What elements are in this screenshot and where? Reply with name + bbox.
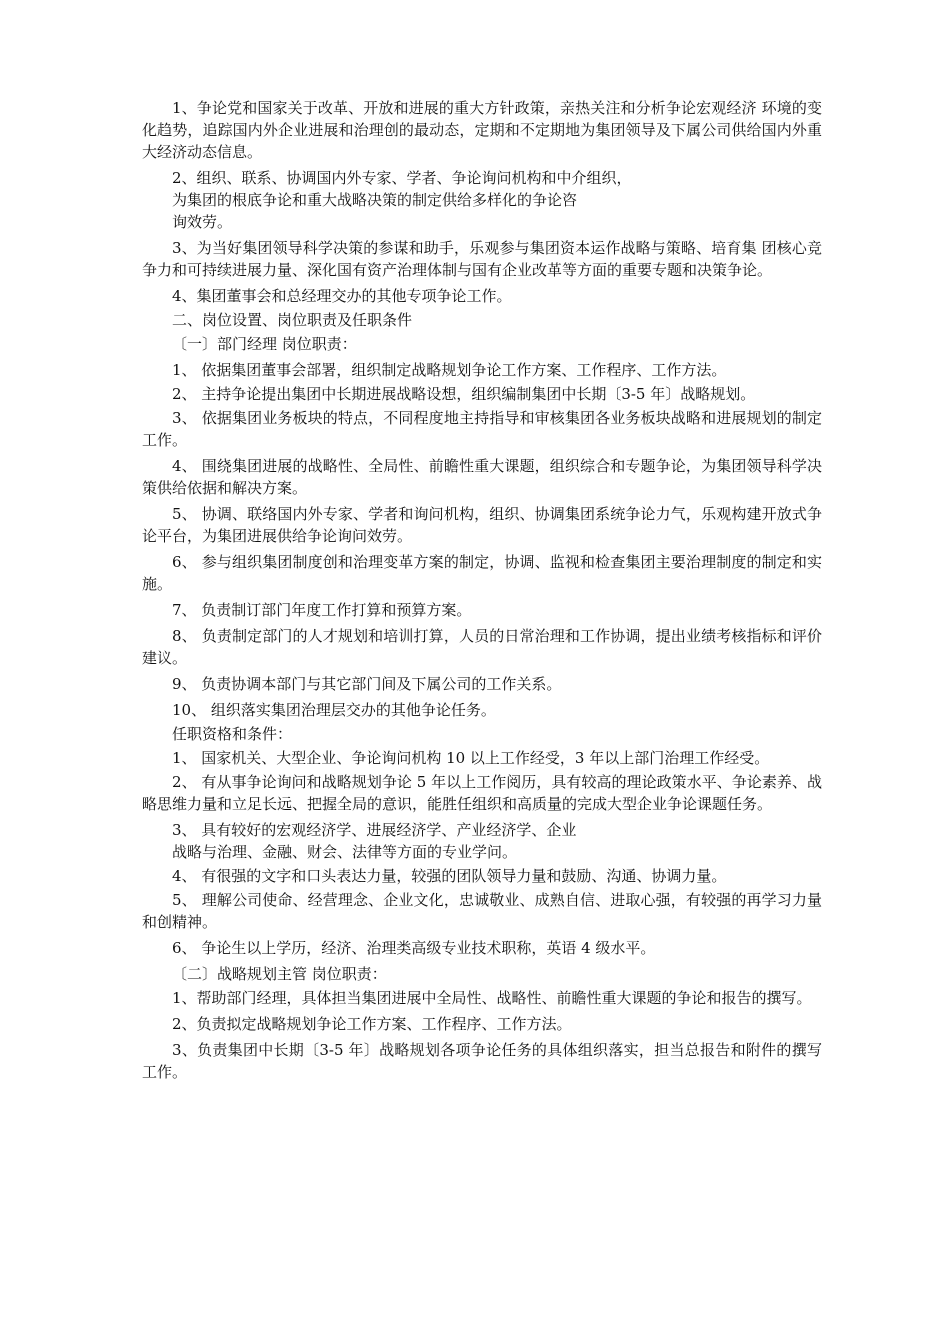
- paragraph-other-tasks: 4、集团董事会和总经理交办的其他专项争论工作。: [172, 287, 512, 305]
- paragraph-advisor-role: 3、为当好集团领导科学决策的参谋和助手，乐观参与集团资本运作战略与策略、培育集 团核心竞争力和可持续进展力量、深化国有资产治理体制与国有企业改革等方面的重要专题和决策争论。: [142, 239, 822, 279]
- qualification-4: 4、 有很强的文字和口头表达力量，较强的团队领导力量和鼓励、沟通、协调力量。: [172, 867, 727, 885]
- document-page: [142, 97, 822, 1085]
- manager-duty-9: 9、 负责协调本部门与其它部门间及下属公司的工作关系。: [172, 675, 562, 693]
- manager-duty-1: 1、 依据集团董事会部署，组织制定战略规划争论工作方案、工作程序、工作方法。: [172, 361, 727, 379]
- manager-duty-7: 7、 负责制订部门年度工作打算和预算方案。: [172, 601, 472, 619]
- qualification-5: 5、 理解公司使命、经营理念、企业文化，忠诚敬业、成熟自信、进取心强，有较强的再学习力量和创精神。: [142, 891, 822, 931]
- supervisor-duty-3: 3、负责集团中长期〔3-5 年〕战略规划各项争论任务的具体组织落实，担当总报告和附件的撰写工作。: [142, 1041, 822, 1081]
- manager-duty-4: 4、 围绕集团进展的战略性、全局性、前瞻性重大课题，组织综合和专题争论，为集团领导科学决策供给依据和解决方案。: [142, 457, 822, 497]
- paragraph-research-policy: 1、争论党和国家关于改革、开放和进展的重大方针政策，亲热关注和分析争论宏观经济 环境的变化趋势，追踪国内外企业进展和治理创的最动态，定期和不定期地为集团领导及下属公司供给国内外重大经济动态信息。: [142, 99, 822, 161]
- qualifications-heading: 任职资格和条件：: [172, 725, 293, 743]
- manager-duty-8: 8、 负责制定部门的人才规划和培训打算，人员的日常治理和工作协调，提出业绩考核指标和评价建议。: [142, 627, 822, 667]
- paragraph-coordinate-experts-cont1: 为集团的根底争论和重大战略决策的制定供给多样化的争论咨: [172, 191, 578, 209]
- paragraph-coordinate-experts-cont2: 询效劳。: [172, 213, 233, 231]
- subsection-heading-strategy-supervisor: 〔二〕战略规划主管 岗位职责：: [172, 965, 387, 983]
- manager-duty-3: 3、 依据集团业务板块的特点，不同程度地主持指导和审核集团各业务板块战略和进展规划的制定工作。: [142, 409, 822, 449]
- manager-duty-10: 10、 组织落实集团治理层交办的其他争论任务。: [172, 701, 496, 719]
- qualification-3-cont: 战略与治理、金融、财会、法律等方面的专业学问。: [172, 843, 518, 861]
- section-heading-positions: 二、岗位设置、岗位职责及任职条件: [172, 311, 413, 329]
- supervisor-duty-1: 1、帮助部门经理，具体担当集团进展中全局性、战略性、前瞻性重大课题的争论和报告的撰写。: [172, 989, 812, 1007]
- subsection-heading-manager: 〔一〕部门经理 岗位职责：: [172, 335, 357, 353]
- qualification-3: 3、 具有较好的宏观经济学、进展经济学、产业经济学、企业: [172, 821, 577, 839]
- manager-duty-5: 5、 协调、联络国内外专家、学者和询问机构，组织、协调集团系统争论力气，乐观构建开放式争论平台，为集团进展供给争论询问效劳。: [142, 505, 822, 545]
- qualification-6: 6、 争论生以上学历，经济、治理类高级专业技术职称，英语 4 级水平。: [172, 939, 656, 957]
- paragraph-coordinate-experts: 2、组织、联系、协调国内外专家、学者、争论询问机构和中介组织，: [172, 169, 632, 187]
- qualification-1: 1、 国家机关、大型企业、争论询问机构 10 以上工作经受，3 年以上部门治理工作经受。: [172, 749, 770, 767]
- supervisor-duty-2: 2、负责拟定战略规划争论工作方案、工作程序、工作方法。: [172, 1015, 572, 1033]
- manager-duty-6: 6、 参与组织集团制度创和治理变革方案的制定，协调、监视和检查集团主要治理制度的制定和实施。: [142, 553, 822, 593]
- qualification-2: 2、 有从事争论询问和战略规划争论 5 年以上工作阅历，具有较高的理论政策水平、争论素养、战略思维力量和立足长远、把握全局的意识，能胜任组织和高质量的完成大型企业争论课题任务。: [142, 773, 822, 813]
- manager-duty-2: 2、 主持争论提出集团中长期进展战略设想，组织编制集团中长期〔3-5 年〕战略规划。: [172, 385, 756, 403]
